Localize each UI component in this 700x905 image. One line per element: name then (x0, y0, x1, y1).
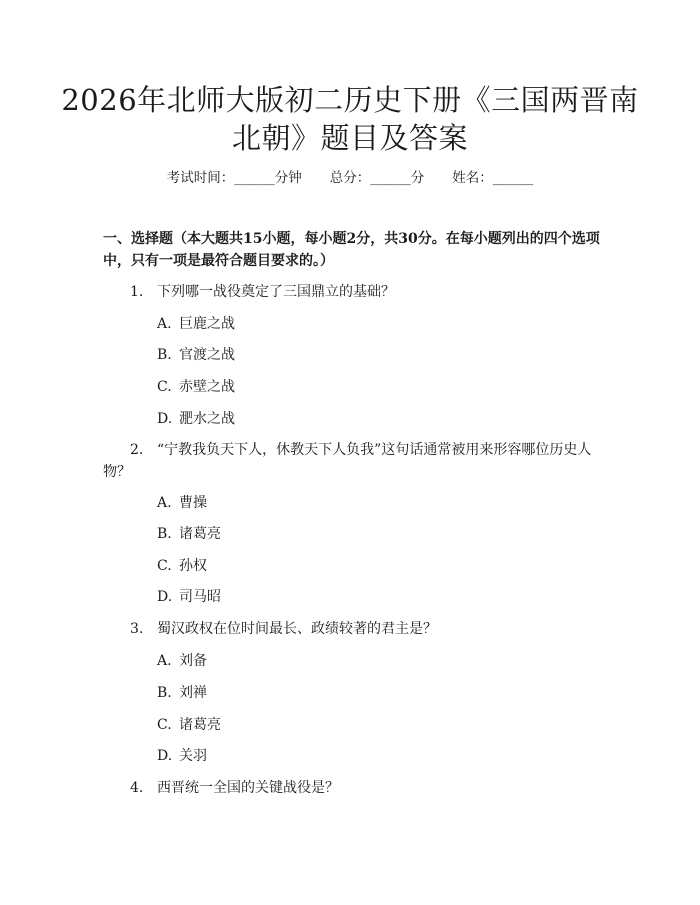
option-1c (157, 376, 235, 398)
option-text: 诸葛亮 (179, 526, 221, 542)
option-text: 官渡之战 (179, 347, 235, 363)
question-3 (130, 618, 600, 640)
option-text: 孙权 (179, 558, 207, 574)
option-text: 司马昭 (179, 589, 221, 605)
question-number: 2. (130, 442, 144, 458)
exam-time-field: 考试时间：______分钟 (166, 170, 302, 186)
option-2b (157, 523, 221, 545)
question-number: 3. (130, 621, 144, 637)
option-letter: D. (157, 748, 173, 764)
option-letter: A. (157, 495, 172, 511)
option-letter: D. (157, 589, 173, 605)
page-title-line-1: 2026年北师大版初二历史下册《三国两晋南 (61, 83, 639, 117)
question-text: 下列哪一战役奠定了三国鼎立的基础？ (157, 284, 395, 300)
question-2 (103, 439, 601, 483)
option-letter: A. (157, 653, 172, 669)
option-2c (157, 555, 207, 577)
page-title-line-2: 北朝》题目及答案 (231, 121, 468, 155)
option-3d (157, 745, 207, 767)
option-1d (157, 408, 235, 430)
option-text: 刘禅 (179, 685, 207, 701)
option-text: 刘备 (179, 653, 207, 669)
option-text: 赤壁之战 (179, 379, 235, 395)
option-text: 淝水之战 (179, 411, 235, 427)
option-text: 诸葛亮 (179, 717, 221, 733)
option-text: 关羽 (179, 748, 207, 764)
exam-meta (0, 168, 700, 188)
question-text: “宁教我负天下人，休教天下人负我”这句话通常被用来形容哪位历史人物？ (103, 442, 592, 480)
option-2d (157, 586, 221, 608)
option-2a (157, 492, 207, 514)
option-letter: C. (157, 379, 172, 395)
total-score-field: 总分：______分 (329, 170, 425, 186)
option-letter: C. (157, 717, 172, 733)
question-text: 蜀汉政权在位时间最长、政绩较著的君主是？ (157, 621, 437, 637)
option-letter: D. (157, 411, 173, 427)
option-3c (157, 714, 221, 736)
question-4 (130, 777, 600, 799)
option-text: 曹操 (179, 495, 207, 511)
option-text: 巨鹿之战 (179, 316, 235, 332)
option-letter: B. (157, 347, 172, 363)
option-letter: C. (157, 558, 172, 574)
option-1b (157, 344, 235, 366)
option-letter: B. (157, 685, 172, 701)
question-text: 西晋统一全国的关键战役是？ (157, 780, 339, 796)
question-1 (130, 281, 600, 303)
question-number: 1. (130, 284, 144, 300)
student-name-field: 姓名：______ (452, 170, 534, 186)
section-heading: 一、选择题（本大题共15小题，每小题2分，共30分。在每小题列出的四个选项中，只有一项是最符合题目要求的。） (103, 231, 600, 269)
option-3b (157, 682, 207, 704)
option-1a (157, 313, 235, 335)
option-letter: B. (157, 526, 172, 542)
question-number: 4. (130, 780, 144, 796)
option-letter: A. (157, 316, 172, 332)
option-3a (157, 650, 207, 672)
